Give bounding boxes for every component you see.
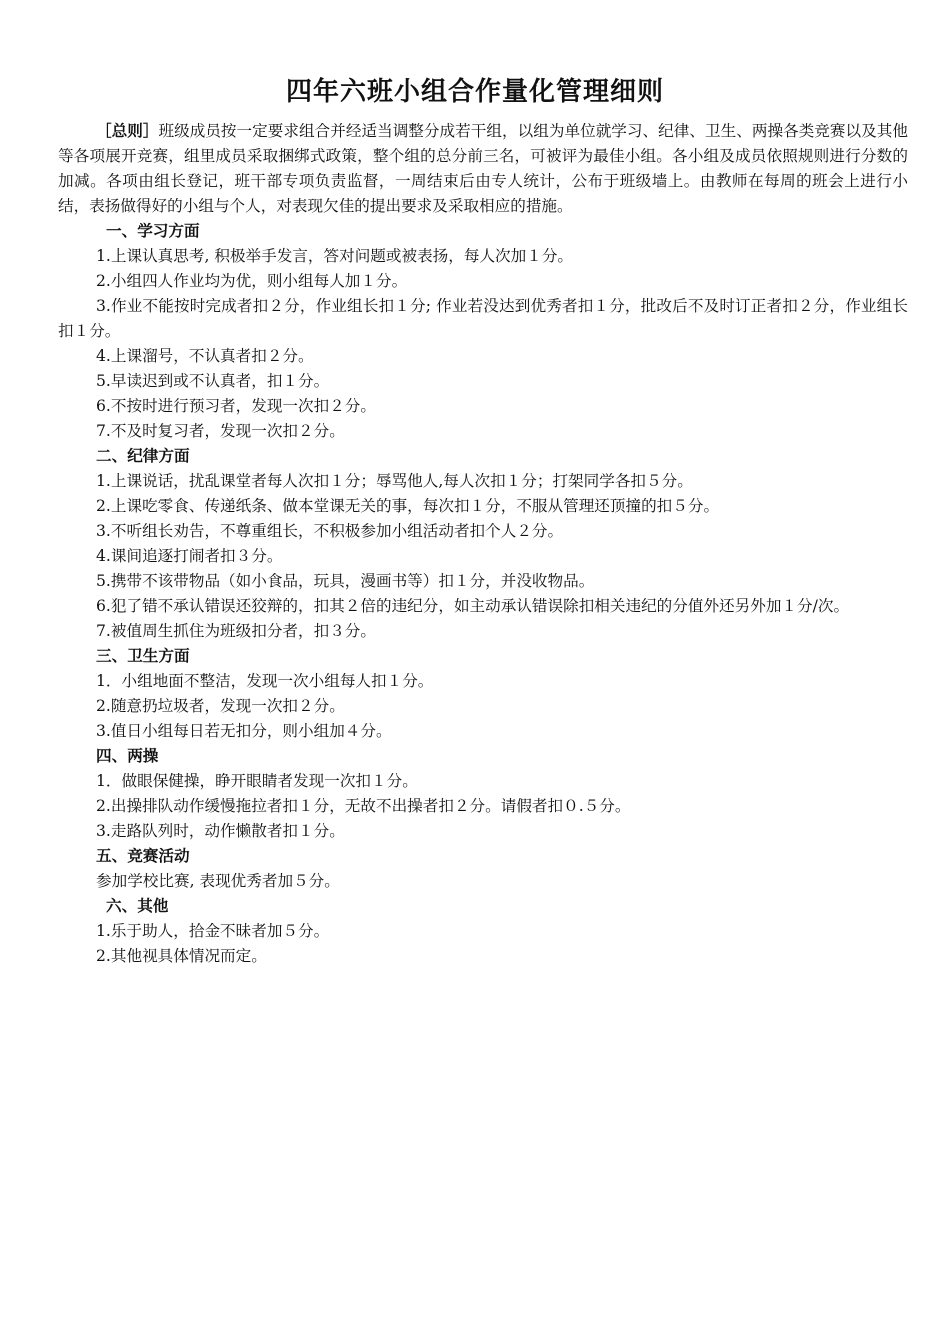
list-item: 7.被值周生抓住为班级扣分者，扣３分。 (96, 622, 376, 640)
section-heading-discipline: 二、纪律方面 (96, 447, 190, 465)
section-heading-exercises: 四、两操 (96, 747, 159, 765)
list-item: 1．做眼保健操，睁开眼睛者发现一次扣１分。 (96, 772, 418, 790)
list-item: 4.课间追逐打闹者扣３分。 (96, 547, 283, 565)
general-paragraph (58, 118, 908, 219)
document-body (58, 118, 908, 969)
list-item: 1．小组地面不整洁，发现一次小组每人扣１分。 (96, 672, 434, 690)
list-item: 6.犯了错不承认错误还狡辩的，扣其２倍的违纪分，如主动承认错误除扣相关违纪的分值外还另外加１分/次。 (96, 597, 850, 615)
list-item: 5.早读迟到或不认真者，扣１分。 (96, 372, 330, 390)
general-text: 班级成员按一定要求组合并经适当调整分成若干组，以组为单位就学习、纪律、卫生、两操各类竞赛以及其他等各项展开竞赛，组里成员采取捆绑式政策，整个组的总分前三名，可被评为最佳小组。各小组及成员依照规则进行分数的加减。各项由组长登记，班干部专项负责监督，一周结束后由专人统计，公布于班级墙上。由教师在每周的班会上进行小结，表扬做得好的小组与个人，对表现欠佳的提出要求及采取相应的措施。 (58, 122, 908, 215)
list-item: 7.不及时复习者，发现一次扣２分。 (96, 422, 345, 440)
list-item: 1.乐于助人，拾金不昧者加５分。 (96, 922, 330, 940)
list-item: 4.上课溜号，不认真者扣２分。 (96, 347, 314, 365)
list-item: 2.小组四人作业均为优，则小组每人加１分。 (96, 272, 408, 290)
list-item: 3.走路队列时，动作懒散者扣１分。 (96, 822, 345, 840)
list-item: 2.随意扔垃圾者，发现一次扣２分。 (96, 697, 345, 715)
list-item: 3.作业不能按时完成者扣２分，作业组长扣１分; 作业若没达到优秀者扣１分，批改后不及时订正者扣２分，作业组长扣１分。 (58, 297, 908, 340)
list-item: 2.上课吃零食、传递纸条、做本堂课无关的事，每次扣１分，不服从管理还顶撞的扣５分。 (96, 497, 720, 515)
list-item: 2.其他视具体情况而定。 (96, 947, 267, 965)
list-item: 6.不按时进行预习者，发现一次扣２分。 (96, 397, 376, 415)
list-item: 3.值日小组每日若无扣分，则小组加４分。 (96, 722, 392, 740)
list-item: 3.不听组长劝告，不尊重组长，不积极参加小组活动者扣个人２分。 (96, 522, 564, 540)
list-item: 1.上课说话，扰乱课堂者每人次扣１分；辱骂他人,每人次扣１分；打架同学各扣５分。 (96, 472, 693, 490)
section-heading-competitions: 五、竞赛活动 (96, 847, 190, 865)
list-item: 2.出操排队动作缓慢拖拉者扣１分，无故不出操者扣２分。请假者扣０.５分。 (96, 797, 631, 815)
general-label: ［总则］ (96, 121, 159, 140)
document-title: 四年六班小组合作量化管理细则 (285, 77, 664, 107)
list-item: 参加学校比赛, 表现优秀者加５分。 (96, 872, 340, 890)
section-heading-other: 六、其他 (106, 897, 169, 915)
list-item: 1.上课认真思考, 积极举手发言，答对问题或被表扬，每人次加１分。 (96, 247, 574, 265)
list-item: 5.携带不该带物品（如小食品，玩具，漫画书等）扣１分，并没收物品。 (96, 572, 595, 590)
section-heading-study: 一、学习方面 (106, 222, 200, 240)
section-heading-hygiene: 三、卫生方面 (96, 647, 190, 665)
